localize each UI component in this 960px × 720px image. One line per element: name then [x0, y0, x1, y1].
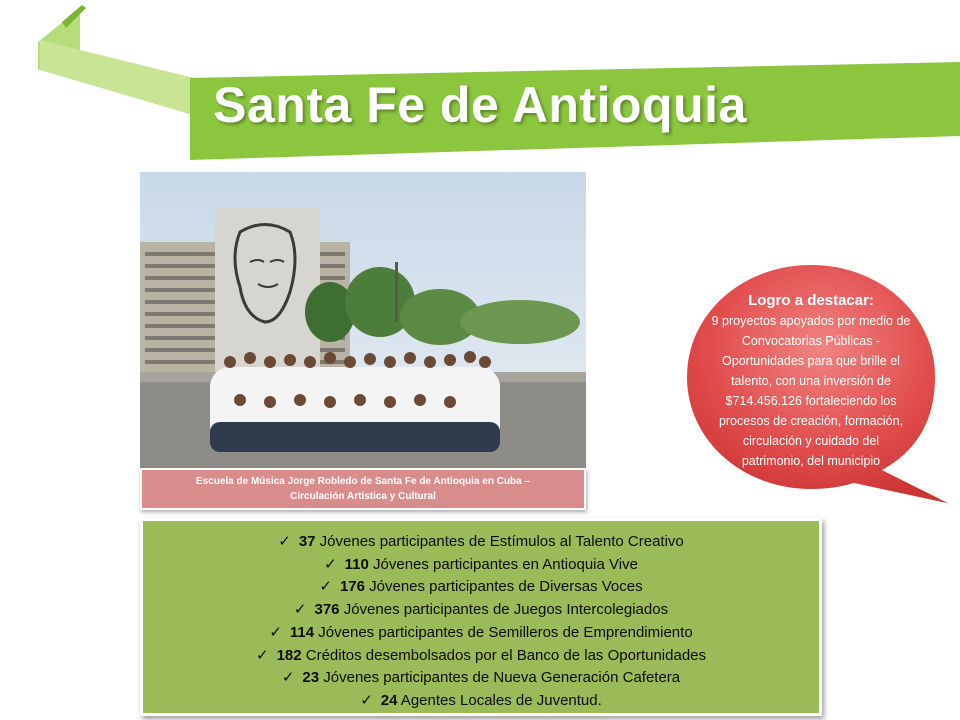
- list-item: [143, 667, 819, 690]
- check-icon: ✓: [319, 578, 332, 596]
- item-number: 114: [289, 623, 315, 641]
- item-number: 376: [314, 601, 340, 619]
- list-item: [143, 599, 819, 622]
- check-icon: ✓: [281, 669, 295, 687]
- check-icon: ✓: [278, 533, 291, 550]
- achievements-list: [140, 518, 822, 716]
- list-item: [143, 576, 819, 599]
- page-title: Santa Fe de Antioquia: [213, 77, 747, 133]
- item-text: Créditos desembolsados por el Banco de las Oportunidades: [301, 646, 707, 664]
- list-item: [143, 622, 819, 645]
- list-item: [143, 645, 819, 668]
- item-number: 176: [339, 578, 365, 596]
- item-text: Jóvenes participantes en Antioquia Vive: [368, 555, 638, 573]
- item-number: 37: [298, 533, 316, 550]
- highlight-callout: [676, 262, 958, 508]
- group-photo: [140, 172, 586, 468]
- check-icon: ✓: [360, 691, 373, 709]
- item-text: Jóvenes participantes de Semilleros de Emprendimiento: [314, 623, 693, 641]
- list-item: [143, 690, 819, 713]
- item-number: 110: [344, 555, 369, 573]
- check-icon: ✓: [255, 646, 269, 664]
- item-number: 24: [380, 691, 398, 709]
- check-icon: ✓: [324, 555, 337, 573]
- callout-title: Logro a destacar:: [748, 292, 874, 309]
- list-item: [143, 531, 819, 554]
- item-text: Jóvenes participantes de Diversas Voces: [364, 578, 643, 596]
- item-number: 23: [302, 669, 320, 687]
- item-number: 182: [276, 646, 302, 664]
- list-item: [143, 554, 819, 577]
- check-icon: ✓: [269, 623, 282, 641]
- item-text: Jóvenes participantes de Nueva Generación Cafetera: [319, 669, 681, 687]
- callout-body: 9 proyectos apoyados por medio de Convocatorias Públicas - Oportunidades para que brille el talento, con una inversión de $714.456.126 fortaleciendo los procesos de creación, formación, circulación y cuidado del patrimonio, del municipio: [711, 314, 911, 468]
- check-icon: ✓: [293, 601, 307, 619]
- item-text: Agentes Locales de Juventud.: [397, 691, 602, 709]
- photo-caption: Escuela de Música Jorge Robledo de Santa Fe de Antioquia en Cuba – Circulación Artística y Cultural: [140, 468, 586, 510]
- item-text: Jóvenes participantes de Juegos Intercolegiados: [339, 601, 669, 619]
- item-text: Jóvenes participantes de Estímulos al Talento Creativo: [315, 533, 684, 550]
